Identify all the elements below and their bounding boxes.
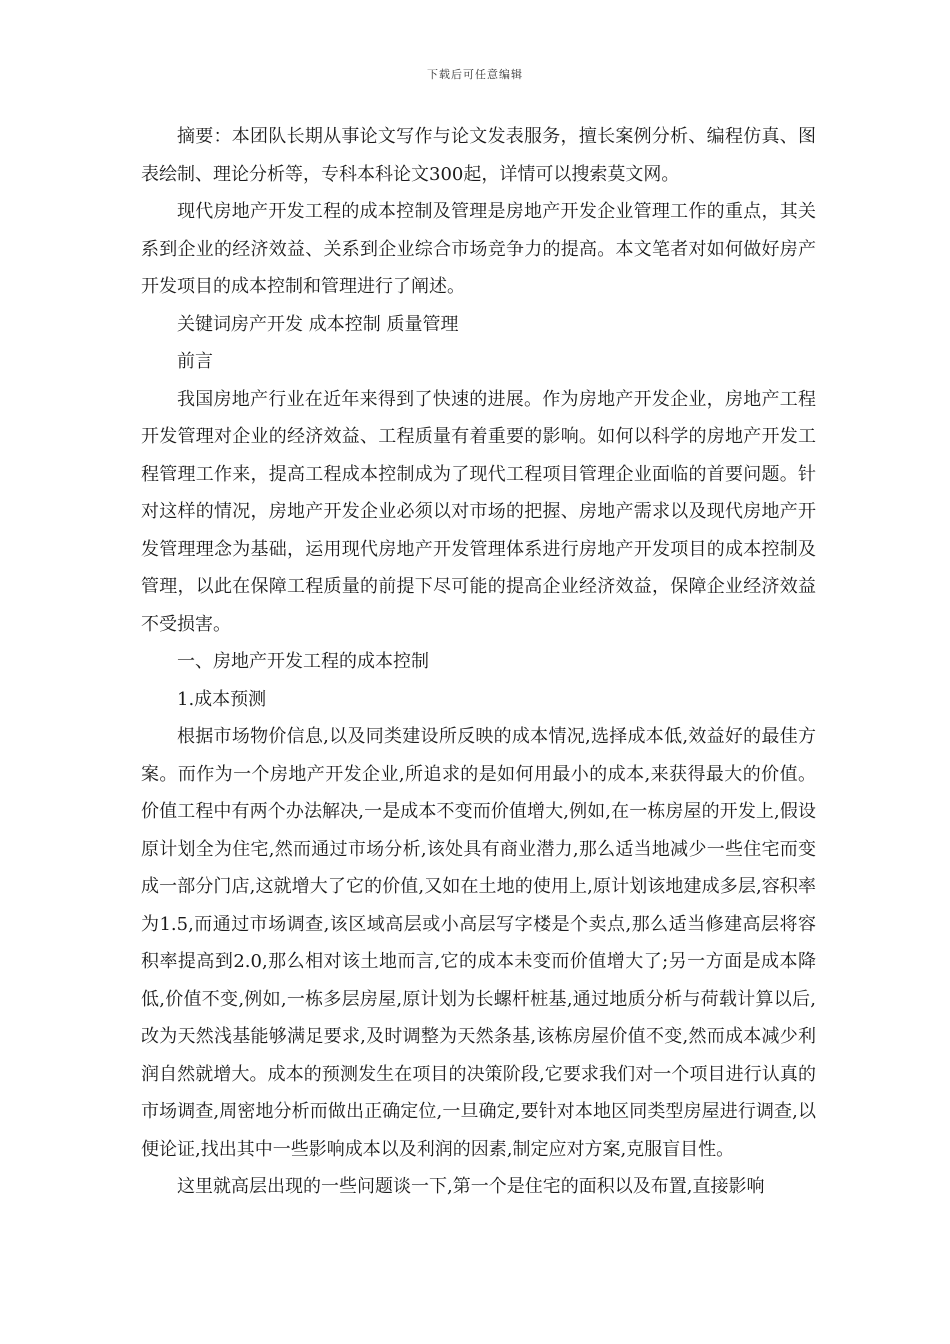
cost-forecast-paragraph: 根据市场物价信息,以及同类建设所反映的成本情况,选择成本低,效益好的最佳方案。而作为一个房地产开发企业,所追求的是如何用最小的成本,来获得最大的价值。价值工程中有两个办法解决,一是成本不变而价值增大,例如,在一栋房屋的开发上,假设原计划全为住宅,然而通过市场分析,该处具有商业潜力,那么适当地减少一些住宅而变成一部分门店,这就增大了它的价值,又如在土地的使用上,原计划该地建成多层,容积率为1.5,而通过市场调查,该区域高层或小高层写字楼是个卖点,那么适当修建高层将容积率提高到2.0,那么相对该土地而言,它的成本未变而价值增大了;另一方面是成本降低,价值不变,例如,一栋多层房屋,原计划为长螺杆桩基,通过地质分析与荷载计算以后,改为天然浅基能够满足要求,及时调整为天然条基,该栋房屋价值不变,然而成本减少利润自然就增大。成本的预测发生在项目的决策阶段,它要求我们对一个项目进行认真的市场调查,周密地分析而做出正确定位,一旦确定,要针对本地区同类型房屋进行调查,以便论证,找出其中一些影响成本以及利润的因素,制定应对方案,克服盲目性。 <box>141 726 816 1160</box>
keywords-line: 关键词房产开发 成本控制 质量管理 <box>177 313 459 335</box>
preface-paragraph: 我国房地产行业在近年来得到了快速的进展。作为房地产开发企业，房地产工程开发管理对企业的经济效益、工程质量有着重要的影响。如何以科学的房地产开发工程管理工作来，提高工程成本控制成为了现代工程项目管理企业面临的首要问题。针对这样的情况，房地产开发企业必须以对市场的把握、房地产需求以及现代房地产开发管理理念为基础，运用现代房地产开发管理体系进行房地产开发项目的成本控制及管理，以此在保障工程质量的前提下尽可能的提高企业经济效益，保障企业经济效益不受损害。 <box>141 388 816 635</box>
abstract-paragraph: 摘要：本团队长期从事论文写作与论文发表服务，擅长案例分析、编程仿真、图表绘制、理论分析等，专科本科论文300起，详情可以搜索莫文网。 <box>141 126 816 185</box>
preface-heading: 前言 <box>177 351 213 372</box>
subsection-heading-cost-forecast: 1.成本预测 <box>177 688 267 710</box>
high-rise-paragraph: 这里就高层出现的一些问题谈一下,第一个是住宅的面积以及布置,直接影响 <box>177 1176 765 1197</box>
page-header-note: 下载后可任意编辑 <box>427 68 523 81</box>
summary-paragraph: 现代房地产开发工程的成本控制及管理是房地产开发企业管理工作的重点，其关系到企业的经济效益、关系到企业综合市场竞争力的提高。本文笔者对如何做好房产开发项目的成本控制和管理进行了阐述。 <box>141 201 816 297</box>
section-heading-cost-control: 一、房地产开发工程的成本控制 <box>177 651 429 672</box>
document-body <box>141 118 816 1206</box>
